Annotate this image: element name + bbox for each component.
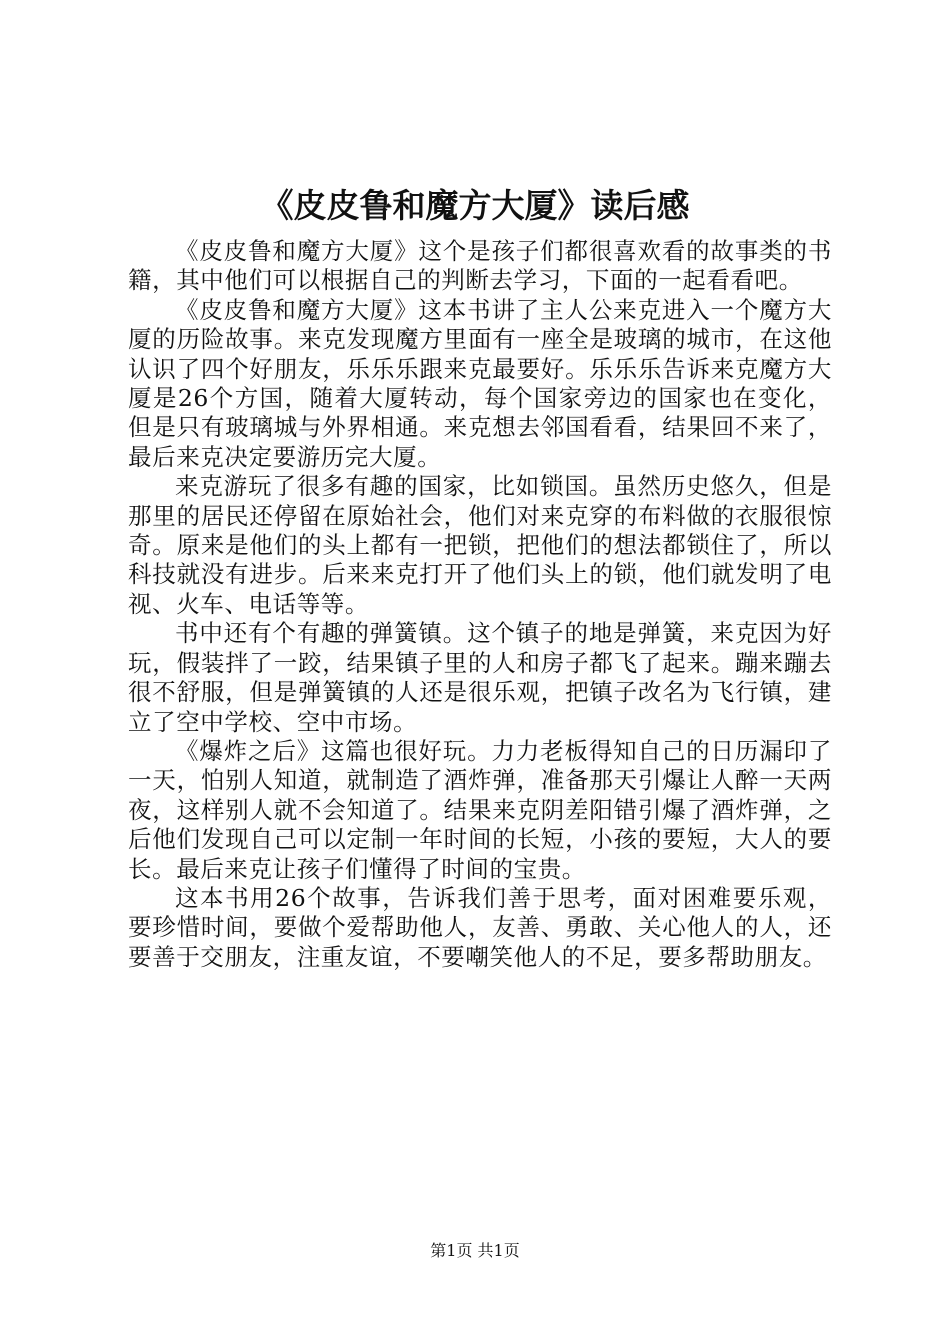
paragraph-magic-cube-mansion: 《皮皮鲁和魔方大厦》这本书讲了主人公来克进入一个魔方大厦的历险故事。来克发现魔方里面有一座全是玻璃的城市，在这他认识了四个好朋友，乐乐乐跟来克最要好。乐乐乐告诉来克魔方大厦是26个方国，随着大厦转动，每个国家旁边的国家也在变化，但是只有玻璃城与外界相通。来克想去邻国看看，结果回不来了，最后来克决定要游历完大厦。 bbox=[128, 295, 832, 471]
page-footer: 第1页 共1页 bbox=[430, 1241, 520, 1260]
paragraph-after-explosion: 《爆炸之后》这篇也很好玩。力力老板得知自己的日历漏印了一天，怕别人知道，就制造了酒炸弹，准备那天引爆让人醉一天两夜，这样别人就不会知道了。结果来克阴差阳错引爆了酒炸弹，之后他们发现自己可以定制一年时间的长短，小孩的要短，大人的要长。最后来克让孩子们懂得了时间的宝贵。 bbox=[128, 736, 832, 883]
document-body bbox=[128, 237, 832, 972]
paragraph-conclusion: 这本书用26个故事，告诉我们善于思考，面对困难要乐观，要珍惜时间，要做个爱帮助他人，友善、勇敢、关心他人的人，还要善于交朋友，注重友谊，不要嘲笑他人的不足，要多帮助朋友。 bbox=[128, 883, 832, 971]
paragraph-intro: 《皮皮鲁和魔方大厦》这个是孩子们都很喜欢看的故事类的书籍，其中他们可以根据自己的判断去学习，下面的一起看看吧。 bbox=[128, 237, 832, 295]
paragraph-spring-town: 书中还有个有趣的弹簧镇。这个镇子的地是弹簧，来克因为好玩，假装拌了一跤，结果镇子里的人和房子都飞了起来。蹦来蹦去很不舒服，但是弹簧镇的人还是很乐观，把镇子改名为飞行镇，建立了空中学校、空中市场。 bbox=[128, 619, 832, 736]
paragraph-lock-country: 来克游玩了很多有趣的国家，比如锁国。虽然历史悠久，但是那里的居民还停留在原始社会，他们对来克穿的布料做的衣服很惊奇。原来是他们的头上都有一把锁，把他们的想法都锁住了，所以科技就没有进步。后来来克打开了他们头上的锁，他们就发明了电视、火车、电话等等。 bbox=[128, 472, 832, 618]
document-title: 《皮皮鲁和魔方大厦》读后感 bbox=[260, 186, 690, 225]
